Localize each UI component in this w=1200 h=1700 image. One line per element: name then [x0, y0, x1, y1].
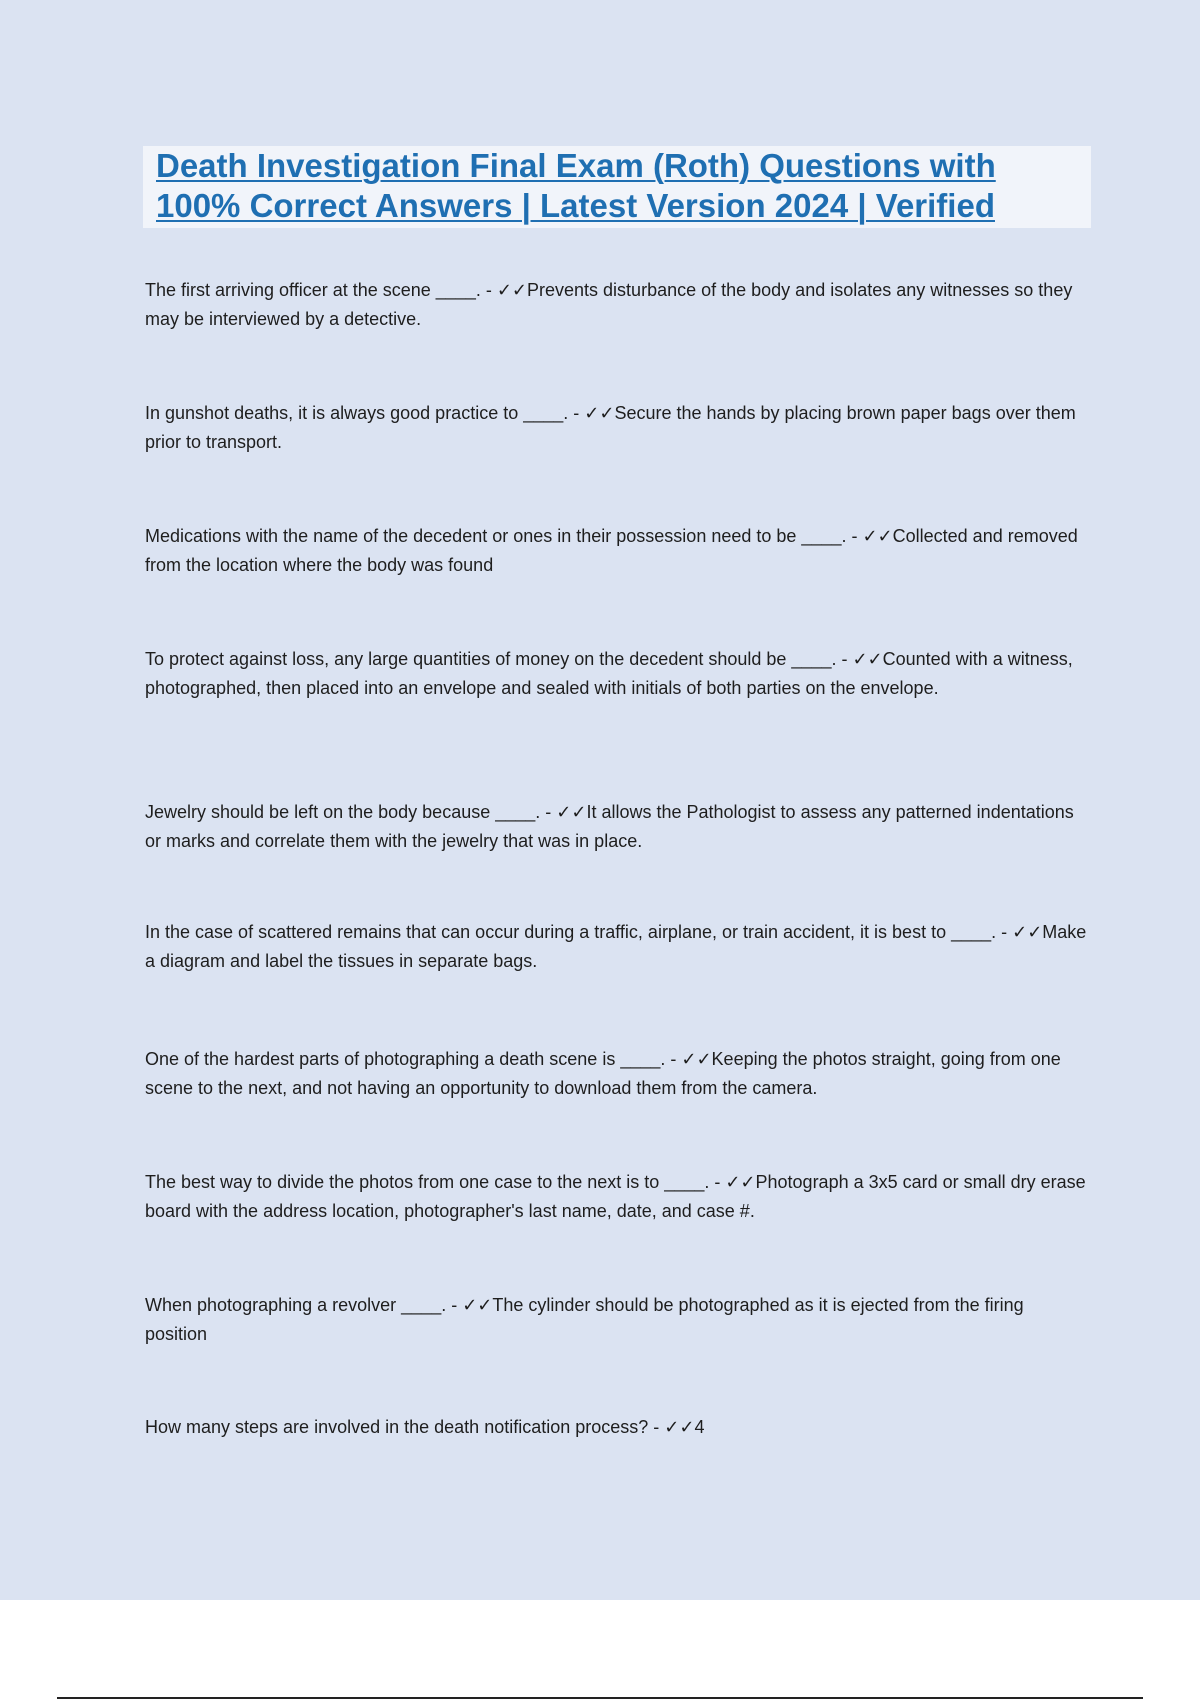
- answer-text: Keeping the photos straight, going from one scene to the next, and not having an opportunity to download them from the camera.: [145, 1049, 1061, 1098]
- question-text: How many steps are involved in the death notification process?: [145, 1417, 649, 1437]
- check-marks: - ✓✓: [996, 922, 1043, 942]
- answer-text: Photograph a 3x5 card or small dry erase board with the address location, photographer's last name, date, and case #.: [145, 1172, 1086, 1221]
- qa-item: [145, 1045, 1090, 1103]
- qa-item: [145, 645, 1090, 703]
- check-marks: - ✓✓: [846, 526, 893, 546]
- qa-item: [145, 522, 1090, 580]
- page-bottom-rule: [57, 1697, 1143, 1699]
- check-marks: - ✓✓: [648, 1417, 695, 1437]
- question-text: Medications with the name of the decedent or ones in their possession need to be ____.: [145, 526, 847, 546]
- qa-item: [145, 798, 1090, 856]
- question-text: In the case of scattered remains that can occur during a traffic, airplane, or train accident, it is best to ____.: [145, 922, 997, 942]
- check-marks: - ✓✓: [480, 280, 528, 300]
- question-text: Jewelry should be left on the body because ____.: [145, 802, 541, 822]
- check-marks: - ✓✓: [568, 403, 615, 423]
- question-text: In gunshot deaths, it is always good practice to ____.: [145, 403, 569, 423]
- qa-item: [145, 399, 1090, 457]
- qa-item: [145, 1291, 1090, 1349]
- answer-text: Collected and removed from the location where the body was found: [145, 526, 1078, 575]
- check-marks: - ✓✓: [836, 649, 883, 669]
- check-marks: - ✓✓: [665, 1049, 712, 1069]
- check-marks: - ✓✓: [540, 802, 587, 822]
- check-marks: - ✓✓: [446, 1295, 493, 1315]
- question-text: The best way to divide the photos from one case to the next is to ____.: [145, 1172, 710, 1192]
- answer-text: 4: [694, 1417, 705, 1437]
- answer-text: It allows the Pathologist to assess any patterned indentations or marks and correlate them with the jewelry that was in place.: [145, 802, 1074, 851]
- question-text: To protect against loss, any large quantities of money on the decedent should be ____.: [145, 649, 837, 669]
- title-line-1: Death Investigation Final Exam (Roth) Questions with: [156, 147, 996, 184]
- qa-item: [145, 918, 1090, 976]
- qa-item: [145, 1413, 1090, 1442]
- question-text: When photographing a revolver ____.: [145, 1295, 447, 1315]
- question-text: The first arriving officer at the scene ____.: [145, 280, 481, 300]
- answer-text: Make a diagram and label the tissues in separate bags.: [145, 922, 1087, 971]
- answer-text: Counted with a witness, photographed, then placed into an envelope and sealed with initials of both parties on the envelope.: [145, 649, 1073, 698]
- qa-item: [145, 276, 1090, 334]
- title-line-2: 100% Correct Answers | Latest Version 2024 | Verified: [156, 187, 995, 224]
- check-marks: - ✓✓: [709, 1172, 756, 1192]
- document-title: [143, 146, 1091, 228]
- qa-item: [145, 1168, 1090, 1226]
- question-text: One of the hardest parts of photographing a death scene is ____.: [145, 1049, 666, 1069]
- answer-text: Secure the hands by placing brown paper bags over them prior to transport.: [145, 403, 1076, 452]
- answer-text: Prevents disturbance of the body and isolates any witnesses so they may be interviewed by a detective.: [145, 280, 1073, 329]
- answer-text: The cylinder should be photographed as it is ejected from the firing position: [145, 1295, 1024, 1344]
